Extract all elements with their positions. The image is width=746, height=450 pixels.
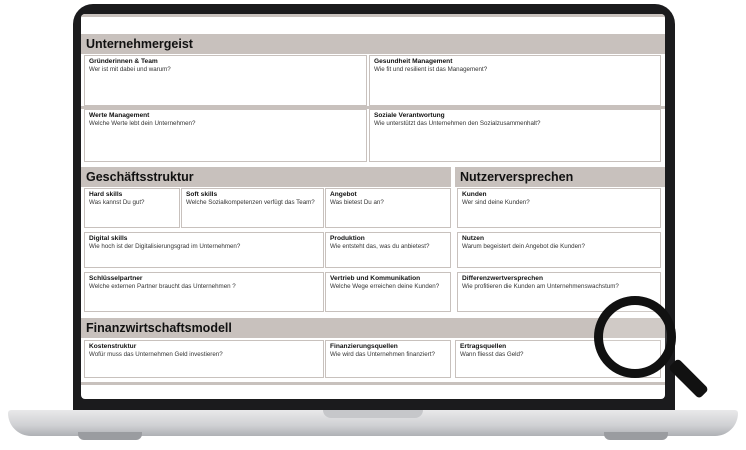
- cell-question: Welche Wege erreichen deine Kunden?: [330, 283, 440, 290]
- cell-title: Soziale Verantwortung: [374, 112, 445, 119]
- screen-top-strip: [81, 14, 665, 17]
- cell-title: Kunden: [462, 191, 487, 198]
- cell-question: Was bietest Du an?: [330, 199, 384, 206]
- cell-question: Was kannst Du gut?: [89, 199, 145, 206]
- cell-question: Wie fit und resilient ist das Management?: [374, 66, 488, 73]
- cell-title: Hard skills: [89, 191, 123, 198]
- canvas-cell-angebot[interactable]: [325, 188, 451, 228]
- laptop-foot-left: [78, 432, 142, 440]
- section-header-finanzwirtschaftsmodell: [81, 318, 665, 338]
- canvas-cell-kunden[interactable]: [457, 188, 661, 228]
- cell-question: Wie wird das Unternehmen finanziert?: [330, 351, 435, 358]
- canvas-cell-vertrieb[interactable]: [325, 272, 451, 312]
- canvas-cell-digital-skills[interactable]: [84, 232, 324, 268]
- cell-question: Wer sind deine Kunden?: [462, 199, 530, 206]
- cell-title: Digital skills: [89, 235, 128, 242]
- cell-question: Wofür muss das Unternehmen Geld investieren?: [89, 351, 223, 358]
- canvas-cell-soziale-verantwortung[interactable]: [369, 109, 661, 162]
- laptop-screen: [81, 14, 665, 399]
- laptop-foot-right: [604, 432, 668, 440]
- section-header-nutzerversprechen: [455, 167, 665, 187]
- cell-title: Differenzwertversprechen: [462, 275, 543, 282]
- cell-title: Vertrieb und Kommunikation: [330, 275, 421, 282]
- canvas-cell-finanzierungsquellen[interactable]: [325, 340, 451, 378]
- canvas-cell-hard-skills[interactable]: [84, 188, 180, 228]
- canvas-cell-nutzen[interactable]: [457, 232, 661, 268]
- cell-question: Wie entsteht das, was du anbietest?: [330, 243, 430, 250]
- cell-question: Wann fliesst das Geld?: [460, 351, 524, 358]
- canvas-cell-gesundheit[interactable]: [369, 55, 661, 106]
- cell-title: Gründerinnen & Team: [89, 58, 158, 65]
- cell-title: Finanzierungsquellen: [330, 343, 398, 350]
- canvas-cell-werte[interactable]: [84, 109, 367, 162]
- cell-title: Soft skills: [186, 191, 218, 198]
- canvas-cell-kostenstruktur[interactable]: [84, 340, 324, 378]
- section-title: Geschäftsstruktur: [86, 170, 194, 184]
- magnifier-icon: [594, 296, 676, 378]
- cell-question: Wer ist mit dabei und warum?: [89, 66, 171, 73]
- cell-title: Werte Management: [89, 112, 150, 119]
- bottom-divider: [81, 382, 665, 385]
- canvas-cell-soft-skills[interactable]: [181, 188, 324, 228]
- section-title: Nutzerversprechen: [460, 170, 574, 184]
- cell-question: Welche Werte lebt dein Unternehmen?: [89, 120, 196, 127]
- cell-title: Ertragsquellen: [460, 343, 507, 350]
- cell-title: Kostenstruktur: [89, 343, 137, 350]
- cell-title: Angebot: [330, 191, 357, 198]
- canvas-cell-gruenderinnen[interactable]: [84, 55, 367, 106]
- cell-title: Gesundheit Management: [374, 58, 453, 65]
- cell-title: Schlüsselpartner: [89, 275, 143, 282]
- section-header-geschaeftsstruktur: [81, 167, 451, 187]
- cell-question: Welche Sozialkompetenzen verfügt das Team?: [186, 199, 315, 206]
- cell-title: Produktion: [330, 235, 365, 242]
- cell-question: Welche externen Partner braucht das Unternehmen ?: [89, 283, 236, 290]
- cell-question: Wie unterstützt das Unternehmen den Sozialzusammenhalt?: [374, 120, 541, 127]
- section-header-unternehmergeist: [81, 34, 665, 54]
- section-title: Finanzwirtschaftsmodell: [86, 321, 232, 335]
- section-title: Unternehmergeist: [86, 37, 193, 51]
- canvas-cell-schluesselpartner[interactable]: [84, 272, 324, 312]
- cell-question: Warum begeistert dein Angebot die Kunden?: [462, 243, 585, 250]
- laptop-notch: [323, 410, 423, 418]
- canvas-cell-produktion[interactable]: [325, 232, 451, 268]
- cell-title: Nutzen: [462, 235, 484, 242]
- cell-question: Wie profitieren die Kunden am Unternehmenswachstum?: [462, 283, 619, 290]
- cell-question: Wie hoch ist der Digitalisierungsgrad im Unternehmen?: [89, 243, 241, 250]
